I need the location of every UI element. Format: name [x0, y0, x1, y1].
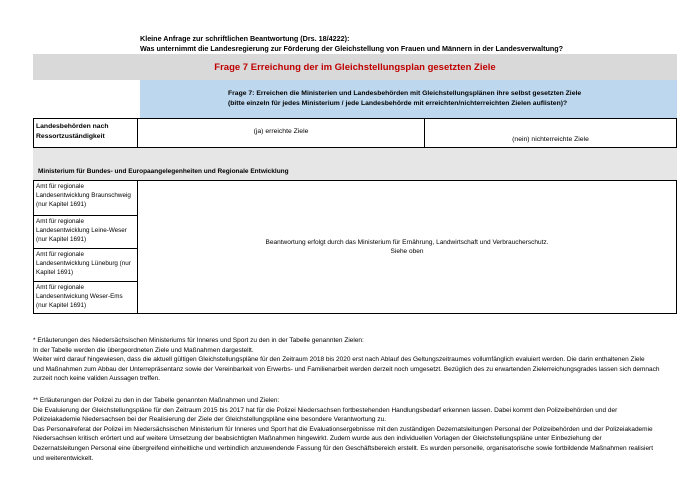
row-label-line: Amt für regionale [36, 218, 84, 225]
table-row-leine-weser [33, 216, 138, 249]
notes-interior-ministry [33, 336, 681, 384]
row-label-line: Landesentwickung Weser-Ems [36, 292, 123, 300]
frage-title: Frage 7 Erreichung der im Gleichstellungsplan gesetzten Ziele [214, 61, 496, 73]
note-line: ** Erläuterungen der Polizei zu den in der Tabelle genannten Maßnahmen und Zielen: [33, 397, 280, 404]
frage-title-bar [33, 54, 677, 80]
note-line: In der Tabelle werden die übergeordneten Ziele und Maßnahmen dargestellt. [33, 346, 254, 354]
row-label-line: Amt für regionale [36, 251, 84, 258]
frage-text-line1: Frage 7: Erreichen die Ministerien und Landesbehörden mit Gleichstellungsplänen ihre selbst gesetzten Ziele [228, 90, 582, 97]
note-line: Die Evaluierung der Gleichstellungspläne für den Zeitraum 2015 bis 2017 hat für die Polizei Niedersachsen fortbestehenden Handlungsbedarf erkennen lassen. Dabei kommt den Polizeibehörden und der [33, 406, 618, 414]
note-line: Weiter wird darauf hingewiesen, dass die aktuell gültigen Gleichstellungspläne für den Zeitraum 2018 bis 2020 erst nach Ablauf des Geltungszeitraumes vollumfänglich evaluiert werden. Die darin enthaltenen Ziele [33, 356, 645, 364]
column-header-erreichte [138, 118, 425, 148]
document-heading [140, 34, 563, 54]
note-line: Dezernatsleitungen Personal eine übergreifend einheitliche und verbindlich anzuwendende Fassung für den Geschäftsbereich erstellt. Es wurden personelle, organisatorische sowie fortbildende Maßnahmen realisiert [33, 444, 654, 452]
frage-text-box [140, 80, 677, 118]
row-label-line: (nur Kapitel 1691) [36, 200, 87, 208]
row-label-line: Landesentwicklung Lüneburg (nur [36, 259, 131, 267]
notes-police [33, 396, 681, 463]
table-row-braunschweig [33, 180, 138, 216]
note-line: * Erläuterungen des Niedersächsischen Ministeriums für Inneres und Sport zu den in der Tabelle genannten Zielen: [33, 337, 364, 344]
row-label-line: Landesentwicklung Leine-Weser [36, 226, 127, 234]
table-row-lueneburg [33, 249, 138, 282]
column-header-line: Ressortzuständigkeit [36, 132, 105, 140]
inquiry-question: Was unternimmt die Landesregierung zur Förderung der Gleichstellung von Frauen und Männern in der Landesverwaltung? [140, 44, 564, 53]
column-header-behoerden [33, 118, 138, 148]
note-line: Das Personalreferat der Polizei im Niedersächsischen Ministerium für Inneres und Sport hat die Evaluationsergebnisse mit den zuständigen Dezernatsleitungen Personal der Polizeibehörden und der Polizeiakademie [33, 425, 653, 433]
note-line: und Maßnahmen zum Abbau der Unterrepräsentanz sowie der Vereinbarkeit von Erwerbs- und Familienarbeit werden derzeit noch umgesetzt. Bezüglich des zu erwartenden Zielerreichungsgrades lassen sich demnach [33, 365, 660, 373]
ministry-label: Ministerium für Bundes- und Europaangelegenheiten und Regionale Entwicklung [38, 168, 289, 175]
merged-answer-cell [138, 180, 677, 314]
row-label-line: Amt für regionale [36, 284, 84, 291]
answer-reference: Siehe oben [390, 248, 424, 255]
note-line: Polizeiakademie Niedersachsen bei der Realisierung der Ziele der Gleichstellungspläne eine besondere Verantwortung zu. [33, 416, 387, 424]
row-label-line: Kapitel 1691) [36, 268, 74, 276]
inquiry-title: Kleine Anfrage zur schriftlichen Beantwortung (Drs. 18/4222): [140, 34, 350, 43]
column-header-label: (ja) erreichte Ziele [253, 128, 309, 135]
column-header-line: Landesbehörden nach [36, 123, 109, 130]
frage-text-line2: (bitte einzeln für jedes Ministerium / jede Landesbehörde mit erreichten/nichterreichten Zielen auflisten)? [228, 99, 568, 107]
column-header-nichterreichte [425, 118, 677, 148]
column-header-label: (nein) nichterreichte Ziele [512, 136, 589, 143]
row-label-line: (nur Kapitel 1691) [36, 235, 87, 243]
ministry-row [33, 148, 677, 180]
row-label-line: (nur Kapitel 1691) [36, 301, 87, 309]
note-line: zurzeit noch keine validen Aussagen treffen. [33, 375, 161, 383]
row-label-line: Amt für regionale [36, 183, 84, 190]
table-row-weser-ems [33, 282, 138, 314]
answer-text: Beantwortung erfolgt durch das Ministerium für Ernährung, Landwirtschaft und Verbraucherschutz. [265, 238, 549, 246]
row-label-line: Landesentwicklung Braunschweig [36, 191, 131, 199]
note-line: Niedersachsen kritisch erörtert und auf weitere Umsetzung der beabsichtigten Maßnahmen hingewirkt. Zudem wurde aus den individuellen Vorlagen der Gleichstellungspläne unter Einbeziehung der [33, 435, 602, 443]
note-line: und weiterentwickelt. [33, 454, 94, 462]
